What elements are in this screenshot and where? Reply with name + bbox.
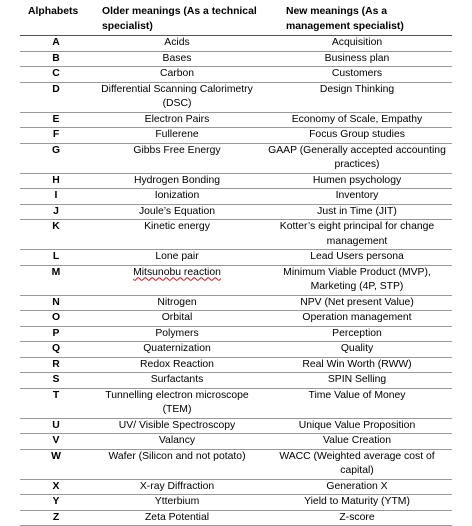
- older-meaning: [92, 265, 262, 295]
- row-letter: U: [20, 418, 92, 434]
- row-letter: G: [20, 143, 92, 173]
- older-meaning: Gibbs Free Energy: [92, 143, 262, 173]
- new-meaning: Unique Value Proposition: [262, 418, 452, 434]
- row-letter: N: [20, 295, 92, 311]
- older-meaning: Quaternization: [92, 342, 262, 358]
- table-row: [20, 82, 452, 112]
- table-row: [20, 326, 452, 342]
- row-letter: S: [20, 373, 92, 389]
- row-letter: E: [20, 112, 92, 128]
- table-row: [20, 510, 452, 526]
- row-letter: T: [20, 388, 92, 418]
- row-letter: O: [20, 311, 92, 327]
- row-letter: Y: [20, 495, 92, 511]
- table-row: [20, 373, 452, 389]
- older-meaning: Acids: [92, 36, 262, 52]
- new-meaning: NPV (Net present Value): [262, 295, 452, 311]
- older-meaning: Kinetic energy: [92, 220, 262, 250]
- older-meaning: Surfactants: [92, 373, 262, 389]
- row-letter: Z: [20, 510, 92, 526]
- table-row: [20, 388, 452, 418]
- new-meaning: Customers: [262, 67, 452, 83]
- table-row: [20, 128, 452, 144]
- meanings-table: [20, 4, 452, 526]
- row-letter: H: [20, 173, 92, 189]
- older-meaning: Fullerene: [92, 128, 262, 144]
- row-letter: B: [20, 51, 92, 67]
- header-alphabets: Alphabets: [20, 4, 92, 36]
- older-meaning: Nitrogen: [92, 295, 262, 311]
- row-letter: I: [20, 189, 92, 205]
- header-older-meanings: Older meanings (As a technical specialist): [92, 4, 262, 36]
- table-row: [20, 36, 452, 52]
- new-meaning: Design Thinking: [262, 82, 452, 112]
- new-meaning: Operation management: [262, 311, 452, 327]
- table-row: [20, 418, 452, 434]
- new-meaning: Inventory: [262, 189, 452, 205]
- older-meaning: Zeta Potential: [92, 510, 262, 526]
- older-meaning: Redox Reaction: [92, 357, 262, 373]
- new-meaning: Time Value of Money: [262, 388, 452, 418]
- spellcheck-underlined-text: Mitsunobu reaction: [133, 266, 221, 278]
- table-row: [20, 204, 452, 220]
- table-header-row: [20, 4, 452, 36]
- new-meaning: Value Creation: [262, 434, 452, 450]
- table-row: [20, 357, 452, 373]
- row-letter: F: [20, 128, 92, 144]
- new-meaning: Quality: [262, 342, 452, 358]
- new-meaning: Z-score: [262, 510, 452, 526]
- new-meaning: Perception: [262, 326, 452, 342]
- table-row: [20, 479, 452, 495]
- row-letter: L: [20, 250, 92, 266]
- new-meaning: Generation X: [262, 479, 452, 495]
- table-row: [20, 342, 452, 358]
- table-row: [20, 143, 452, 173]
- row-letter: D: [20, 82, 92, 112]
- table-row: [20, 51, 452, 67]
- row-letter: M: [20, 265, 92, 295]
- new-meaning: Lead Users persona: [262, 250, 452, 266]
- older-meaning: Carbon: [92, 67, 262, 83]
- older-meaning: Orbital: [92, 311, 262, 327]
- header-new-meanings: New meanings (As a management specialist): [262, 4, 452, 36]
- new-meaning: Real Win Worth (RWW): [262, 357, 452, 373]
- older-meaning: Ytterbium: [92, 495, 262, 511]
- older-meaning: Lone pair: [92, 250, 262, 266]
- new-meaning: Business plan: [262, 51, 452, 67]
- table-row: [20, 173, 452, 189]
- new-meaning: Kotter’s eight principal for change management: [262, 220, 452, 250]
- row-letter: K: [20, 220, 92, 250]
- new-meaning: Focus Group studies: [262, 128, 452, 144]
- new-meaning: Economy of Scale, Empathy: [262, 112, 452, 128]
- older-meaning: Bases: [92, 51, 262, 67]
- table-row: [20, 250, 452, 266]
- older-meaning: X-ray Diffraction: [92, 479, 262, 495]
- older-meaning: Wafer (Silicon and not potato): [92, 449, 262, 479]
- new-meaning: Acquisition: [262, 36, 452, 52]
- older-meaning: UV/ Visible Spectroscopy: [92, 418, 262, 434]
- row-letter: W: [20, 449, 92, 479]
- table-row: [20, 220, 452, 250]
- table-row: [20, 495, 452, 511]
- older-meaning: Hydrogen Bonding: [92, 173, 262, 189]
- older-meaning: Electron Pairs: [92, 112, 262, 128]
- document-page: [20, 4, 452, 526]
- row-letter: X: [20, 479, 92, 495]
- older-meaning: Differential Scanning Calorimetry (DSC): [92, 82, 262, 112]
- older-meaning: Ionization: [92, 189, 262, 205]
- table-row: [20, 112, 452, 128]
- table-row: [20, 295, 452, 311]
- older-meaning: Valancy: [92, 434, 262, 450]
- table-row: [20, 189, 452, 205]
- table-row: [20, 311, 452, 327]
- row-letter: R: [20, 357, 92, 373]
- row-letter: V: [20, 434, 92, 450]
- table-row: [20, 449, 452, 479]
- older-meaning: Tunnelling electron microscope (TEM): [92, 388, 262, 418]
- new-meaning: Just in Time (JIT): [262, 204, 452, 220]
- row-letter: Q: [20, 342, 92, 358]
- new-meaning: Minimum Viable Product (MVP), Marketing (4P, STP): [262, 265, 452, 295]
- new-meaning: GAAP (Generally accepted accounting practices): [262, 143, 452, 173]
- table-row: [20, 434, 452, 450]
- new-meaning: Yield to Maturity (YTM): [262, 495, 452, 511]
- row-letter: J: [20, 204, 92, 220]
- table-row: [20, 67, 452, 83]
- row-letter: A: [20, 36, 92, 52]
- row-letter: P: [20, 326, 92, 342]
- older-meaning: Joule’s Equation: [92, 204, 262, 220]
- row-letter: C: [20, 67, 92, 83]
- new-meaning: SPIN Selling: [262, 373, 452, 389]
- older-meaning: Polymers: [92, 326, 262, 342]
- new-meaning: WACC (Weighted average cost of capital): [262, 449, 452, 479]
- new-meaning: Humen psychology: [262, 173, 452, 189]
- table-row: [20, 265, 452, 295]
